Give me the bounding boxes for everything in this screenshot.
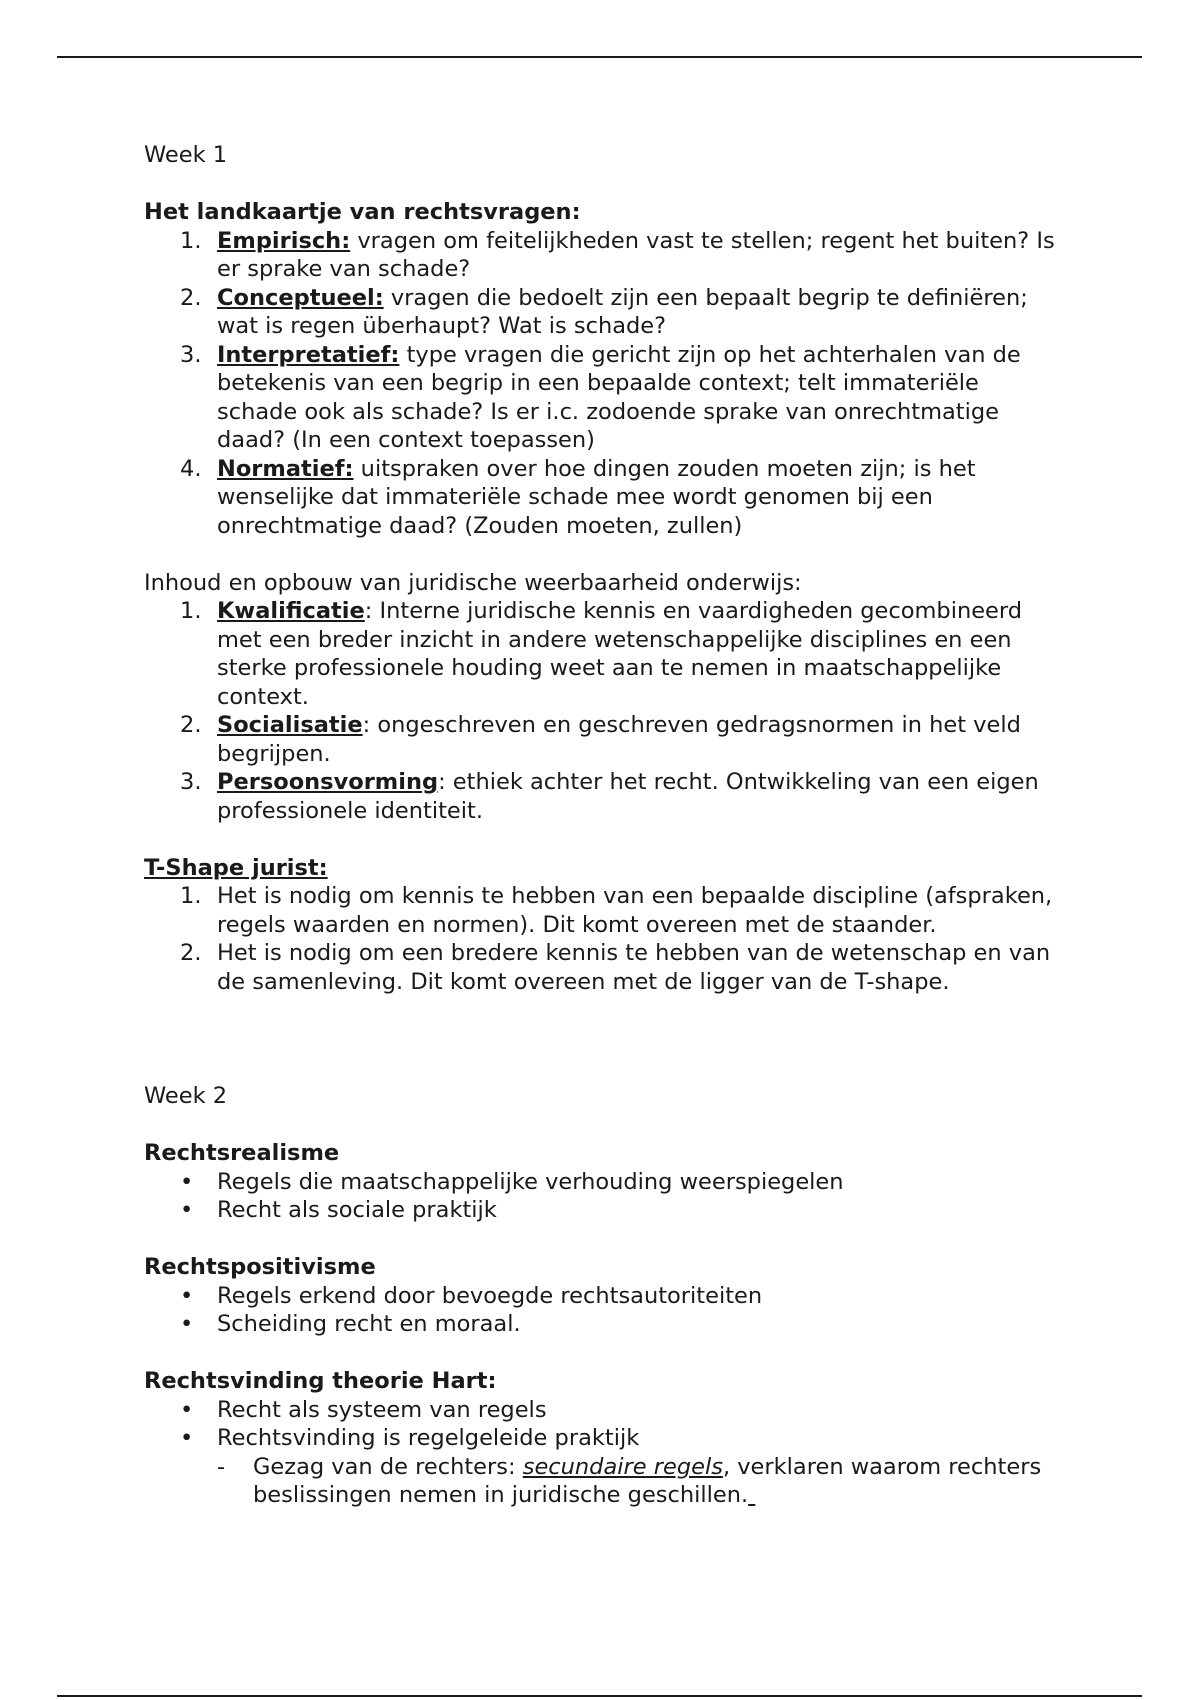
week1-label: Week 1 [144, 142, 228, 168]
list-item: • Regels die maatschappelijke verhouding weerspiegelen [180, 1168, 844, 1195]
bullet-icon: • [180, 1311, 194, 1337]
positivisme-heading: Rechtspositivisme [144, 1254, 376, 1280]
tshape-heading: T-Shape jurist: [144, 854, 328, 881]
landkaart-heading: Het landkaartje van rechtsvragen: [144, 199, 581, 225]
positivisme-list [144, 1282, 1064, 1339]
list-item: 1. Het is nodig om kennis te hebben van een bepaalde discipline (afspraken, regels waarden en normen). Dit komt overeen met de staander. [180, 883, 1053, 938]
tshape-list [144, 882, 1064, 996]
term: Persoonsvorming [217, 769, 439, 795]
term: Normatief: [217, 455, 354, 482]
list-item: • Regels erkend door bevoegde rechtsautoriteiten [180, 1282, 763, 1309]
footer-rule [57, 1695, 1142, 1697]
dash-icon: - [217, 1453, 226, 1480]
bullet-icon: • [180, 1282, 194, 1309]
week2-label: Week 2 [144, 1083, 228, 1109]
list-item: - Gezag van de rechters: secundaire regels, verklaren waarom rechters beslissingen nemen in juridische geschillen. [217, 1453, 1042, 1508]
term: Kwalificatie [217, 598, 365, 624]
list-item: 3. Persoonsvorming: ethiek achter het recht. Ontwikkeling van een eigen professionele identiteit. [180, 769, 1039, 824]
landkaart-list [144, 227, 1064, 541]
bullet-icon: • [180, 1396, 194, 1423]
list-item: 3. Interpretatief: type vragen die gericht zijn op het achterhalen van de betekenis van een begrip in een bepaalde context; telt immateriële schade ook als schade? Is er i.c. zodoende sprake van onrechtmatige daad? (In een context toepassen) [180, 341, 1021, 453]
list-item: 2. Socialisatie: ongeschreven en geschreven gedragsnormen in het veld begrijpen. [180, 712, 1021, 767]
list-item: • Recht als systeem van regels [180, 1396, 547, 1423]
realisme-list [144, 1168, 1064, 1225]
hart-list [144, 1396, 1064, 1453]
term: Empirisch: [217, 227, 351, 254]
hart-sublist [144, 1453, 1064, 1510]
list-item: • Recht als sociale praktijk [180, 1197, 497, 1223]
emphasis-term: secundaire regels [522, 1453, 723, 1480]
term: Conceptueel: [217, 284, 384, 311]
realisme-heading: Rechtsrealisme [144, 1140, 340, 1166]
hart-heading: Rechtsvinding theorie Hart: [144, 1368, 497, 1394]
list-item: 4. Normatief: uitspraken over hoe dingen zouden moeten zijn; is het wenselijke dat immateriële schade mee wordt genomen bij een onrechtmatige daad? (Zouden moeten, zullen) [180, 455, 976, 539]
document-page [144, 141, 1064, 1510]
list-item: • Rechtsvinding is regelgeleide praktijk [180, 1425, 640, 1451]
bullet-icon: • [180, 1425, 194, 1451]
list-item: 1. Empirisch: vragen om feitelijkheden vast te stellen; regent het buiten? Is er sprake van schade? [180, 227, 1055, 282]
list-item: 2. Het is nodig om een bredere kennis te hebben van de wetenschap en van de samenleving. Dit komt overeen met de ligger van de T-shape. [180, 940, 1051, 995]
inhoud-list [144, 597, 1064, 825]
list-item: 2. Conceptueel: vragen die bedoelt zijn een bepaalt begrip te definiëren; wat is regen überhaupt? Wat is schade? [180, 284, 1028, 339]
list-item: • Scheiding recht en moraal. [180, 1311, 521, 1337]
bullet-icon: • [180, 1168, 194, 1195]
term: Socialisatie [217, 712, 363, 738]
list-item: 1. Kwalificatie: Interne juridische kennis en vaardigheden gecombineerd met een breder inzicht in andere wetenschappelijke disciplines en een sterke professionele houding weet aan te nemen in maatschappelijke context. [180, 598, 1023, 710]
bullet-icon: • [180, 1197, 194, 1223]
inhoud-heading: Inhoud en opbouw van juridische weerbaarheid onderwijs: [144, 569, 802, 596]
term: Interpretatief: [217, 341, 400, 368]
header-rule [57, 56, 1142, 58]
